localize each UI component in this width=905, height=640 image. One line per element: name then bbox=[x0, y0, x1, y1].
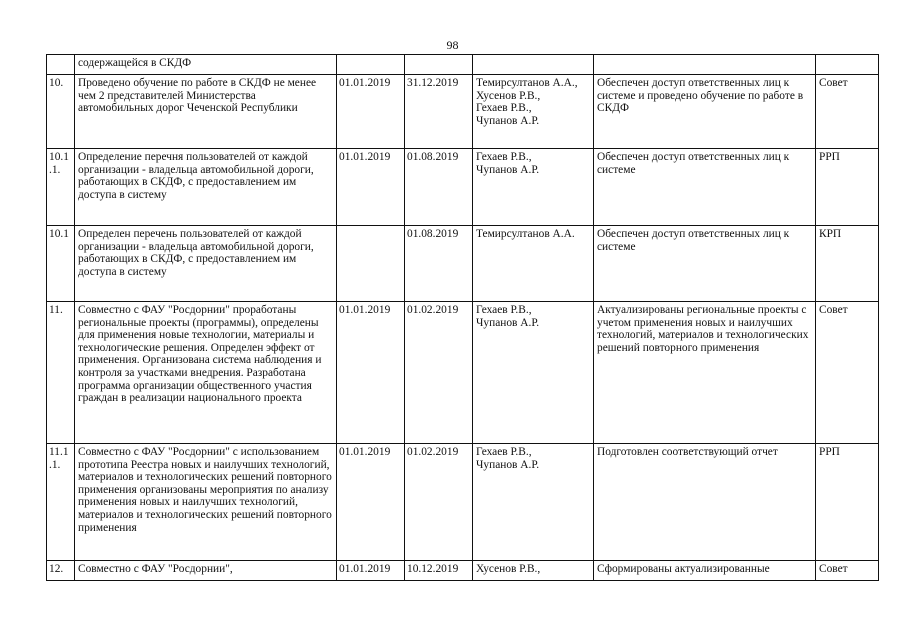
cell-result: Обеспечен доступ ответственных лиц к системе и проведено обучение по работе в СКДФ bbox=[594, 75, 816, 149]
cell-responsible: Гехаев Р.В., Чупанов А.Р. bbox=[473, 444, 594, 561]
table-row bbox=[47, 226, 879, 302]
cell-result: Сформированы актуализированные bbox=[594, 561, 816, 581]
cell-description: содержащейся в СКДФ bbox=[75, 55, 337, 75]
cell-control: Совет bbox=[816, 302, 879, 444]
cell-description: Совместно с ФАУ "Росдорнии", bbox=[75, 561, 337, 581]
cell-start-date: 01.01.2019 bbox=[337, 444, 405, 561]
cell-end-date: 31.12.2019 bbox=[405, 75, 473, 149]
cell-number bbox=[47, 55, 75, 75]
cell-responsible: Темирсултанов А.А. bbox=[473, 226, 594, 302]
cell-start-date bbox=[337, 226, 405, 302]
cell-number: 12. bbox=[47, 561, 75, 581]
cell-end-date: 01.08.2019 bbox=[405, 149, 473, 226]
cell-number: 11.1 .1. bbox=[47, 444, 75, 561]
table-row bbox=[47, 561, 879, 581]
cell-description: Проведено обучение по работе в СКДФ не менее чем 2 представителей Министерства автомобильных дорог Чеченской Республики bbox=[75, 75, 337, 149]
table-row bbox=[47, 75, 879, 149]
cell-number: 10.1 bbox=[47, 226, 75, 302]
cell-responsible: Темирсултанов А.А., Хусенов Р.В., Гехаев Р.В., Чупанов А.Р. bbox=[473, 75, 594, 149]
cell-end-date: 01.08.2019 bbox=[405, 226, 473, 302]
cell-end-date: 01.02.2019 bbox=[405, 444, 473, 561]
cell-responsible: Гехаев Р.В., Чупанов А.Р. bbox=[473, 149, 594, 226]
cell-responsible: Хусенов Р.В., bbox=[473, 561, 594, 581]
page-number: 98 bbox=[446, 38, 459, 52]
cell-control: Совет bbox=[816, 75, 879, 149]
table-row bbox=[47, 55, 879, 75]
cell-number: 11. bbox=[47, 302, 75, 444]
cell-end-date: 01.02.2019 bbox=[405, 302, 473, 444]
cell-result: Обеспечен доступ ответственных лиц к системе bbox=[594, 226, 816, 302]
cell-number: 10.1 .1. bbox=[47, 149, 75, 226]
cell-start-date: 01.01.2019 bbox=[337, 561, 405, 581]
cell-responsible: Гехаев Р.В., Чупанов А.Р. bbox=[473, 302, 594, 444]
cell-number: 10. bbox=[47, 75, 75, 149]
table-row bbox=[47, 302, 879, 444]
cell-description: Совместно с ФАУ "Росдорнии" проработаны региональные проекты (программы), определены для применения новые технологии, материалы и технологические решения. Определен эффект от применения. Организована система наблюдения и контроля за участками внедрения. Разработана программа организации общественного участия граждан в реализации национального проекта bbox=[75, 302, 337, 444]
cell-responsible bbox=[473, 55, 594, 75]
cell-control: Совет bbox=[816, 561, 879, 581]
cell-control: РРП bbox=[816, 444, 879, 561]
cell-control bbox=[816, 55, 879, 75]
cell-start-date bbox=[337, 55, 405, 75]
cell-description: Определен перечень пользователей от каждой организации - владельца автомобильной дороги, работающих в СКДФ, с предоставлением им доступа в систему bbox=[75, 226, 337, 302]
cell-start-date: 01.01.2019 bbox=[337, 75, 405, 149]
table-row bbox=[47, 149, 879, 226]
cell-start-date: 01.01.2019 bbox=[337, 302, 405, 444]
cell-control: КРП bbox=[816, 226, 879, 302]
cell-description: Определение перечня пользователей от каждой организации - владельца автомобильной дороги, работающих в СКДФ, с предоставлением им доступа в систему bbox=[75, 149, 337, 226]
cell-control: РРП bbox=[816, 149, 879, 226]
cell-end-date: 10.12.2019 bbox=[405, 561, 473, 581]
table-row bbox=[47, 444, 879, 561]
cell-result bbox=[594, 55, 816, 75]
cell-start-date: 01.01.2019 bbox=[337, 149, 405, 226]
plan-table bbox=[46, 54, 879, 581]
cell-end-date bbox=[405, 55, 473, 75]
cell-result: Актуализированы региональные проекты с учетом применения новых и наилучших технологий, материалов и технологических решений повторного применения bbox=[594, 302, 816, 444]
cell-result: Обеспечен доступ ответственных лиц к системе bbox=[594, 149, 816, 226]
cell-result: Подготовлен соответствующий отчет bbox=[594, 444, 816, 561]
cell-description: Совместно с ФАУ "Росдорнии" с использованием прототипа Реестра новых и наилучших технологий, материалов и технологических решений повторного применения организованы мероприятия по анализу применения новых и наилучших технологий, материалов и технологических решений повторного применения bbox=[75, 444, 337, 561]
